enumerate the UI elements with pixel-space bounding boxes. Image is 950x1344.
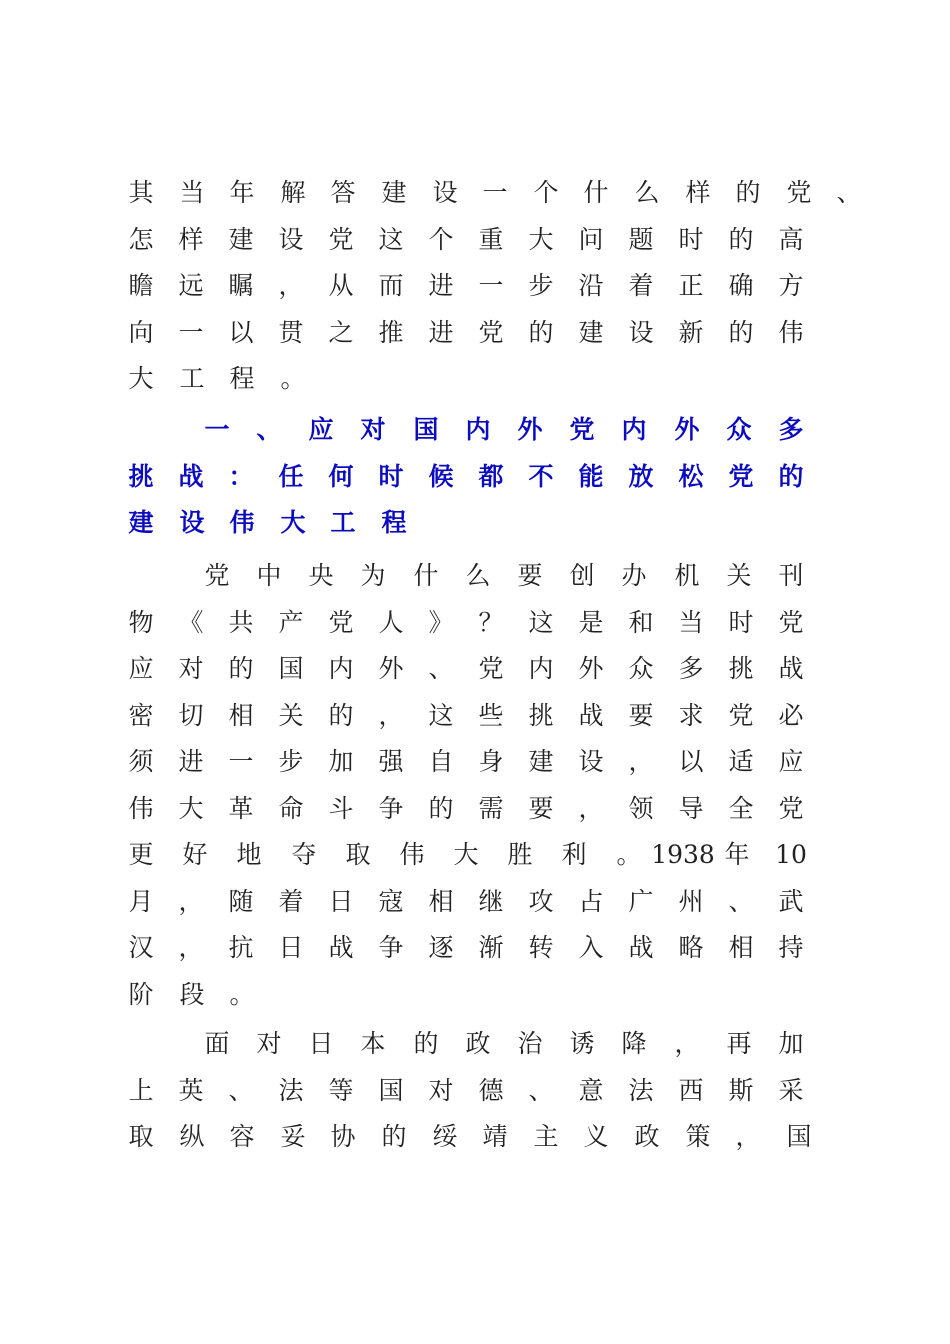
text-glyph: 何 — [328, 462, 354, 491]
text-glyph: 斗 — [328, 794, 354, 823]
text-glyph: 能 — [578, 462, 604, 491]
text-glyph: 随 — [228, 887, 254, 916]
text-glyph: 设 — [278, 225, 304, 254]
text-glyph: 妥 — [280, 1122, 306, 1151]
text-glyph: 本 — [360, 1029, 386, 1058]
text-glyph: 沿 — [578, 271, 604, 300]
text-glyph: 党 — [478, 654, 504, 683]
text-glyph: 月 — [128, 887, 154, 916]
text-glyph: 一 — [482, 178, 508, 207]
text-glyph: 建 — [578, 318, 604, 347]
text-glyph: 么 — [465, 561, 491, 590]
text-glyph: 》 — [428, 608, 454, 637]
text-glyph: 自 — [428, 747, 454, 776]
text-glyph: 强 — [378, 747, 404, 776]
text-glyph: 全 — [728, 794, 754, 823]
text-glyph: 求 — [678, 701, 704, 730]
text-glyph: 上 — [128, 1076, 154, 1105]
text-glyph: 些 — [478, 701, 504, 730]
text-glyph: 挑 — [728, 654, 754, 683]
text-glyph: 需 — [478, 794, 504, 823]
text-glyph: 的 — [428, 794, 454, 823]
text-glyph: 党 — [204, 561, 230, 590]
text-glyph: 瞩 — [228, 271, 254, 300]
text-glyph: 党 — [328, 225, 354, 254]
text-glyph: 党 — [328, 608, 354, 637]
text-glyph: 伟 — [128, 794, 154, 823]
text-glyph: 多 — [678, 654, 704, 683]
text-glyph: 什 — [583, 178, 609, 207]
text-glyph: 夺 — [291, 840, 317, 869]
text-glyph: 革 — [228, 794, 254, 823]
text-glyph: 进 — [178, 747, 204, 776]
text-glyph: 重 — [478, 225, 504, 254]
text-glyph: 、 — [836, 178, 862, 207]
text-glyph: 这 — [428, 701, 454, 730]
text-line — [0, 654, 950, 684]
text-glyph: 逐 — [428, 933, 454, 962]
text-glyph: ： — [228, 462, 254, 491]
text-glyph: 外 — [517, 415, 543, 444]
text-line — [0, 747, 950, 777]
text-glyph: 物 — [128, 608, 154, 637]
text-glyph: 法 — [628, 1076, 654, 1105]
text-line — [0, 271, 950, 301]
text-glyph: 应 — [128, 654, 154, 683]
text-glyph: 党 — [728, 701, 754, 730]
text-glyph: 1938 — [651, 840, 715, 869]
text-glyph: 争 — [378, 794, 404, 823]
text-glyph: 内 — [465, 415, 491, 444]
text-glyph: 和 — [628, 608, 654, 637]
text-glyph: ， — [178, 887, 204, 916]
text-glyph: 的 — [778, 462, 804, 491]
text-glyph: 向 — [128, 318, 154, 347]
text-glyph: 一 — [478, 271, 504, 300]
text-line — [0, 318, 950, 348]
text-glyph: 时 — [728, 608, 754, 637]
text-glyph: 步 — [528, 271, 554, 300]
text-glyph: 人 — [378, 608, 404, 637]
text-glyph: 样 — [685, 178, 711, 207]
text-glyph: 面 — [204, 1029, 230, 1058]
text-glyph: 么 — [634, 178, 660, 207]
text-line — [0, 840, 950, 870]
text-glyph: 伟 — [229, 508, 255, 537]
text-glyph: 必 — [778, 701, 804, 730]
text-glyph: 挑 — [128, 462, 154, 491]
text-glyph: 西 — [678, 1076, 704, 1105]
text-glyph: 工 — [330, 508, 356, 537]
text-glyph: 容 — [229, 1122, 255, 1151]
text-glyph: 渐 — [478, 933, 504, 962]
text-glyph: 步 — [278, 747, 304, 776]
text-glyph: 战 — [178, 462, 204, 491]
text-glyph: 远 — [178, 271, 204, 300]
text-glyph: 占 — [578, 887, 604, 916]
text-line — [0, 1029, 950, 1059]
text-glyph: 建 — [128, 508, 154, 537]
text-line — [0, 794, 950, 824]
text-glyph: 的 — [728, 318, 754, 347]
text-glyph: 的 — [528, 318, 554, 347]
text-glyph: 争 — [378, 933, 404, 962]
text-glyph: 年 — [724, 840, 750, 869]
text-glyph: 意 — [578, 1076, 604, 1105]
text-glyph: 政 — [634, 1122, 660, 1151]
text-glyph: 多 — [778, 415, 804, 444]
text-glyph: 为 — [360, 561, 386, 590]
text-glyph: 大 — [280, 508, 306, 537]
text-glyph: 大 — [453, 840, 479, 869]
text-glyph: 着 — [628, 271, 654, 300]
text-glyph: 伟 — [778, 318, 804, 347]
text-line — [0, 508, 950, 538]
text-glyph: 从 — [328, 271, 354, 300]
text-line — [0, 933, 950, 963]
text-line — [0, 980, 950, 1010]
text-glyph: 好 — [182, 840, 208, 869]
text-glyph: 战 — [328, 933, 354, 962]
text-glyph: 产 — [278, 608, 304, 637]
text-glyph: 密 — [128, 701, 154, 730]
text-glyph: 胜 — [507, 840, 533, 869]
text-glyph: 对 — [428, 1076, 454, 1105]
text-glyph: 政 — [465, 1029, 491, 1058]
text-glyph: 的 — [381, 1122, 407, 1151]
text-glyph: 以 — [228, 318, 254, 347]
text-glyph: 机 — [674, 561, 700, 590]
text-glyph: 要 — [628, 701, 654, 730]
text-glyph: 中 — [256, 561, 282, 590]
text-glyph: 要 — [517, 561, 543, 590]
text-glyph: 主 — [533, 1122, 559, 1151]
text-glyph: 推 — [378, 318, 404, 347]
text-glyph: 候 — [428, 462, 454, 491]
text-glyph: 纵 — [179, 1122, 205, 1151]
text-glyph: 一 — [228, 747, 254, 776]
text-glyph: 入 — [578, 933, 604, 962]
text-glyph: 地 — [236, 840, 262, 869]
text-glyph: 转 — [528, 933, 554, 962]
text-glyph: 程 — [229, 364, 255, 393]
text-glyph: ， — [578, 794, 604, 823]
text-glyph: 内 — [528, 654, 554, 683]
text-glyph: 建 — [228, 225, 254, 254]
text-glyph: 的 — [413, 1029, 439, 1058]
text-glyph: 刊 — [778, 561, 804, 590]
text-line — [0, 178, 950, 208]
text-glyph: 义 — [583, 1122, 609, 1151]
text-glyph: 、 — [228, 1076, 254, 1105]
text-glyph: 共 — [228, 608, 254, 637]
text-glyph: 。 — [616, 840, 642, 869]
text-glyph: 策 — [685, 1122, 711, 1151]
text-glyph: 这 — [528, 608, 554, 637]
text-glyph: 新 — [678, 318, 704, 347]
text-glyph: 。 — [229, 980, 255, 1009]
text-glyph: 相 — [228, 701, 254, 730]
text-glyph: 应 — [778, 747, 804, 776]
text-glyph: 党 — [478, 318, 504, 347]
text-line — [0, 462, 950, 492]
text-glyph: 设 — [432, 178, 458, 207]
text-glyph: 之 — [328, 318, 354, 347]
text-glyph: 利 — [561, 840, 587, 869]
text-glyph: 方 — [778, 271, 804, 300]
text-glyph: 加 — [328, 747, 354, 776]
text-glyph: 任 — [278, 462, 304, 491]
text-glyph: 时 — [378, 462, 404, 491]
text-line — [0, 415, 950, 445]
text-glyph: 怎 — [128, 225, 154, 254]
text-glyph: 。 — [280, 364, 306, 393]
text-glyph: 一 — [178, 318, 204, 347]
text-glyph: ？ — [478, 608, 504, 637]
text-glyph: 设 — [179, 508, 205, 537]
text-glyph: 战 — [578, 701, 604, 730]
text-glyph: 阶 — [128, 980, 154, 1009]
text-glyph: 持 — [778, 933, 804, 962]
text-glyph: 、 — [256, 415, 282, 444]
text-glyph: 问 — [578, 225, 604, 254]
text-glyph: 取 — [128, 1122, 154, 1151]
text-glyph: 个 — [428, 225, 454, 254]
text-glyph: 国 — [413, 415, 439, 444]
text-line — [0, 887, 950, 917]
text-glyph: 国 — [378, 1076, 404, 1105]
text-glyph: 须 — [128, 747, 154, 776]
text-glyph: 相 — [728, 933, 754, 962]
text-glyph: 的 — [328, 701, 354, 730]
text-glyph: 日 — [308, 1029, 334, 1058]
text-glyph: 设 — [578, 747, 604, 776]
text-glyph: 解 — [280, 178, 306, 207]
text-glyph: 正 — [678, 271, 704, 300]
text-glyph: 的 — [728, 225, 754, 254]
text-glyph: 加 — [778, 1029, 804, 1058]
text-line — [0, 364, 950, 394]
text-glyph: 放 — [628, 462, 654, 491]
text-glyph: 靖 — [482, 1122, 508, 1151]
text-glyph: 答 — [330, 178, 356, 207]
text-glyph: 治 — [517, 1029, 543, 1058]
text-glyph: 贯 — [278, 318, 304, 347]
text-glyph: 的 — [735, 178, 761, 207]
text-glyph: 身 — [478, 747, 504, 776]
text-glyph: ， — [628, 747, 654, 776]
text-glyph: 外 — [378, 654, 404, 683]
text-glyph: 、 — [428, 654, 454, 683]
text-glyph: 适 — [728, 747, 754, 776]
text-glyph: 武 — [778, 887, 804, 916]
text-glyph: 取 — [345, 840, 371, 869]
text-glyph: 都 — [478, 462, 504, 491]
text-glyph: 党 — [569, 415, 595, 444]
text-line — [0, 1122, 950, 1152]
text-glyph: 攻 — [528, 887, 554, 916]
text-glyph: 党 — [778, 608, 804, 637]
text-glyph: 抗 — [228, 933, 254, 962]
text-glyph: 协 — [330, 1122, 356, 1151]
text-glyph: 党 — [786, 178, 812, 207]
text-line — [0, 561, 950, 591]
text-glyph: 州 — [678, 887, 704, 916]
text-glyph: 内 — [621, 415, 647, 444]
text-glyph: 英 — [178, 1076, 204, 1105]
text-glyph: 外 — [578, 654, 604, 683]
text-glyph: 更 — [128, 840, 154, 869]
text-glyph: 党 — [778, 794, 804, 823]
text-glyph: 广 — [628, 887, 654, 916]
text-glyph: 大 — [528, 225, 554, 254]
text-glyph: 继 — [478, 887, 504, 916]
text-glyph: 办 — [621, 561, 647, 590]
text-glyph: 确 — [728, 271, 754, 300]
text-glyph: 进 — [428, 318, 454, 347]
text-glyph: 采 — [778, 1076, 804, 1105]
text-glyph: 日 — [328, 887, 354, 916]
text-glyph: ， — [278, 271, 304, 300]
text-glyph: 松 — [678, 462, 704, 491]
text-glyph: 相 — [428, 887, 454, 916]
text-glyph: 导 — [678, 794, 704, 823]
text-glyph: 法 — [278, 1076, 304, 1105]
text-glyph: 瞻 — [128, 271, 154, 300]
text-glyph: 国 — [786, 1122, 812, 1151]
text-glyph: 当 — [678, 608, 704, 637]
text-glyph: 领 — [628, 794, 654, 823]
text-glyph: 建 — [381, 178, 407, 207]
text-glyph: 众 — [628, 654, 654, 683]
text-glyph: 诱 — [569, 1029, 595, 1058]
text-glyph: 以 — [678, 747, 704, 776]
text-glyph: ， — [378, 701, 404, 730]
text-glyph: 略 — [678, 933, 704, 962]
text-line — [0, 1076, 950, 1106]
text-glyph: 寇 — [378, 887, 404, 916]
text-glyph: 《 — [178, 608, 204, 637]
text-glyph: 挑 — [528, 701, 554, 730]
text-glyph: 对 — [360, 415, 386, 444]
text-glyph: 众 — [726, 415, 752, 444]
text-glyph: 伟 — [399, 840, 425, 869]
text-glyph: 程 — [381, 508, 407, 537]
text-glyph: 当 — [179, 178, 205, 207]
text-glyph: 对 — [256, 1029, 282, 1058]
text-glyph: 一 — [204, 415, 230, 444]
text-glyph: 央 — [308, 561, 334, 590]
text-glyph: 日 — [278, 933, 304, 962]
text-glyph: ， — [735, 1122, 761, 1151]
text-glyph: 绥 — [432, 1122, 458, 1151]
text-glyph: 再 — [726, 1029, 752, 1058]
text-glyph: 命 — [278, 794, 304, 823]
text-glyph: 战 — [778, 654, 804, 683]
text-glyph: 段 — [179, 980, 205, 1009]
text-glyph: ， — [674, 1029, 700, 1058]
text-glyph: 德 — [478, 1076, 504, 1105]
text-glyph: 年 — [229, 178, 255, 207]
text-glyph: 这 — [378, 225, 404, 254]
text-glyph: 的 — [228, 654, 254, 683]
text-glyph: 关 — [726, 561, 752, 590]
text-glyph: 对 — [178, 654, 204, 683]
text-glyph: 题 — [628, 225, 654, 254]
text-glyph: 而 — [378, 271, 404, 300]
text-glyph: 外 — [674, 415, 700, 444]
text-line — [0, 701, 950, 731]
text-glyph: 、 — [528, 1076, 554, 1105]
text-glyph: 要 — [528, 794, 554, 823]
text-glyph: 工 — [179, 364, 205, 393]
text-glyph: 其 — [128, 178, 154, 207]
text-line — [0, 608, 950, 638]
text-glyph: 设 — [628, 318, 654, 347]
text-glyph: 样 — [178, 225, 204, 254]
text-glyph: 国 — [278, 654, 304, 683]
text-glyph: 汉 — [128, 933, 154, 962]
text-glyph: 等 — [328, 1076, 354, 1105]
text-glyph: 斯 — [728, 1076, 754, 1105]
text-glyph: 不 — [528, 462, 554, 491]
text-glyph: 进 — [428, 271, 454, 300]
text-glyph: 、 — [728, 887, 754, 916]
text-glyph: 什 — [413, 561, 439, 590]
text-glyph: 高 — [778, 225, 804, 254]
text-glyph: 关 — [278, 701, 304, 730]
text-glyph: 个 — [533, 178, 559, 207]
text-glyph: 大 — [178, 794, 204, 823]
text-line — [0, 225, 950, 255]
text-glyph: 大 — [128, 364, 154, 393]
text-glyph: 党 — [728, 462, 754, 491]
text-glyph: 创 — [569, 561, 595, 590]
text-glyph: 时 — [678, 225, 704, 254]
text-glyph: 降 — [621, 1029, 647, 1058]
text-glyph: 应 — [308, 415, 334, 444]
text-glyph: 切 — [178, 701, 204, 730]
text-glyph: ， — [178, 933, 204, 962]
text-glyph: 是 — [578, 608, 604, 637]
text-glyph: 内 — [328, 654, 354, 683]
text-glyph: 10 — [775, 840, 807, 869]
text-glyph: 战 — [628, 933, 654, 962]
text-glyph: 着 — [278, 887, 304, 916]
text-glyph: 建 — [528, 747, 554, 776]
